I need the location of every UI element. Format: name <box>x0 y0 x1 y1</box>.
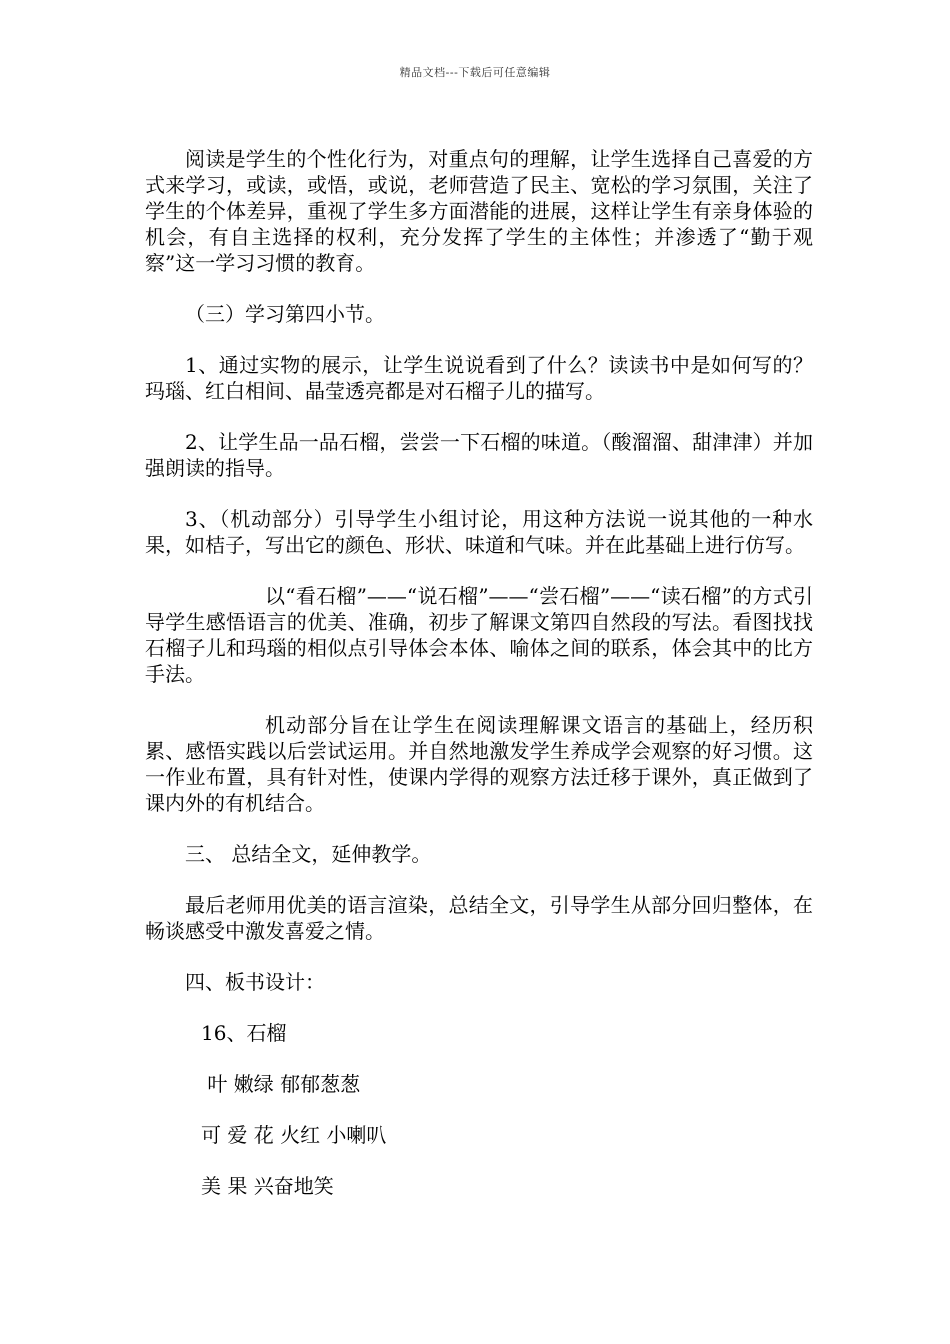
paragraph-step-1: 1、通过实物的展示，让学生说说看到了什么？读读书中是如何写的？玛瑙、红白相间、晶莹透亮都是对石榴子儿的描写。 <box>145 353 813 403</box>
board-title: 16、石榴 <box>201 1021 287 1045</box>
paragraph-step-2: 2、让学生品一品石榴，尝尝一下石榴的味道。（酸溜溜、甜津津）并加强朗读的指导。 <box>145 430 813 480</box>
board-line-fruit: 美 果 兴奋地笑 <box>201 1174 334 1198</box>
board-line-leaf: 叶 嫩绿 郁郁葱葱 <box>201 1072 361 1096</box>
paragraph-summary: 最后老师用优美的语言渲染，总结全文，引导学生从部分回归整体，在畅谈感受中激发喜爱之情。 <box>145 893 813 943</box>
board-line-flower: 可 爱 花 火红 小喇叭 <box>201 1123 387 1147</box>
paragraph-reading-reflection: 阅读是学生的个性化行为，对重点句的理解，让学生选择自己喜爱的方式来学习，或读，或悟，或说，老师营造了民主、宽松的学习氛围，关注了学生的个体差异，重视了学生多方面潜能的进展，这样让学生有亲身体验的机会，有自主选择的权利，充分发挥了学生的主体性；并渗透了“勤于观察”这一学习习惯的教育。 <box>145 147 813 275</box>
section-heading-part-three: （三）学习第四小节。 <box>185 302 385 326</box>
paragraph-flexible-part-reflection: 机动部分旨在让学生在阅读理解课文语言的基础上，经历积累、感悟实践以后尝试运用。并自然地激发学生养成学会观察的好习惯。这一作业布置，具有针对性，使课内学得的观察方法迁移于课外，真正做到了课内外的有机结合。 <box>145 713 813 815</box>
document-body <box>145 146 813 1224</box>
paragraph-step-3: 3、（机动部分）引导学生小组讨论，用这种方法说一说其他的一种水果，如桔子，写出它的颜色、形状、味道和气味。并在此基础上进行仿写。 <box>145 507 813 557</box>
section-heading-summary: 三、 总结全文，延伸教学。 <box>185 842 432 866</box>
section-heading-board-design: 四、板书设计： <box>185 970 325 994</box>
paragraph-method-reflection: 以“看石榴”——“说石榴”——“尝石榴”——“读石榴”的方式引导学生感悟语言的优美、准确，初步了解课文第四自然段的写法。看图找找石榴子儿和玛瑙的相似点引导体会本体、喻体之间的联系，体会其中的比方手法。 <box>145 584 813 686</box>
page-header: 精品文档---下载后可任意编辑 <box>399 66 551 79</box>
